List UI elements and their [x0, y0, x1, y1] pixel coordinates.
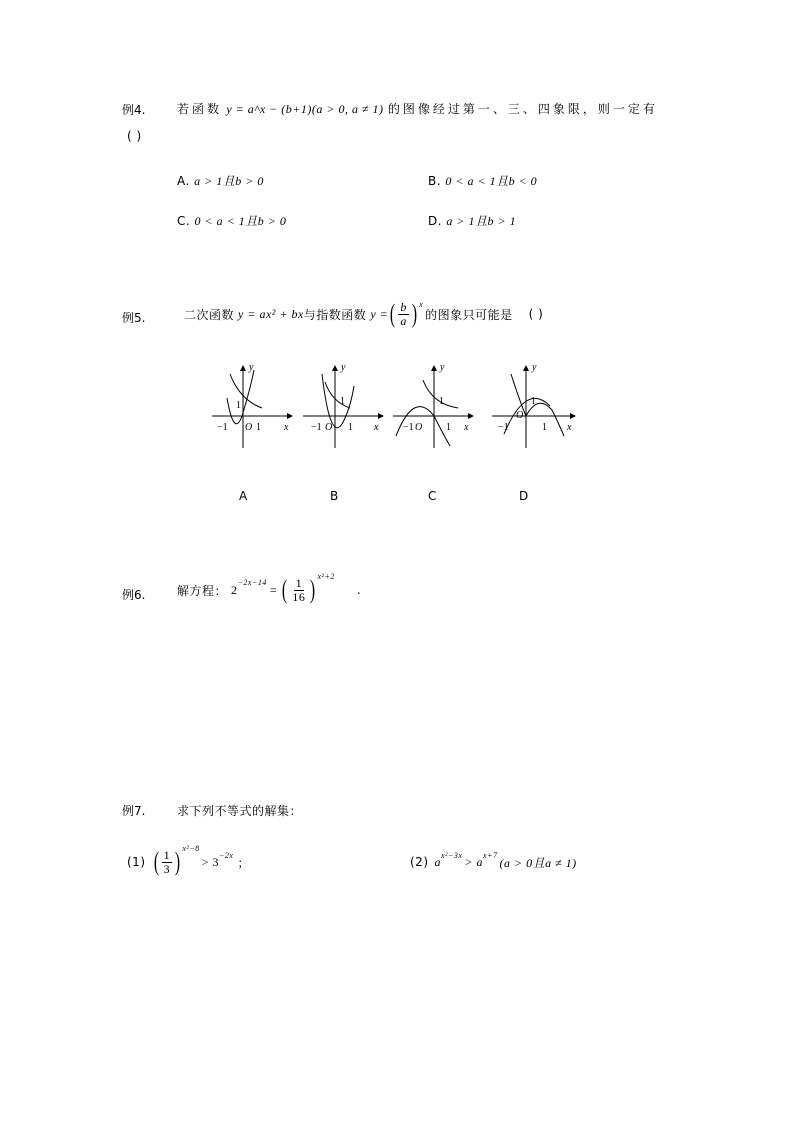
example-4-label: 例4.	[122, 103, 146, 117]
ex5-fraction	[398, 301, 409, 328]
svg-text:1: 1	[446, 422, 451, 433]
ex4-stem-pre: 若函数	[177, 102, 223, 116]
ex6-end: .	[356, 583, 362, 597]
svg-text:−1: −1	[498, 422, 509, 433]
svg-text:−1: −1	[403, 422, 414, 433]
ex4-answer-blank: ( )	[127, 129, 142, 143]
ex7-p1-exponent: x²−8	[182, 843, 200, 853]
svg-text:1: 1	[348, 422, 353, 433]
option-a-key: A.	[177, 174, 190, 188]
svg-text:1: 1	[236, 400, 241, 411]
svg-text:1: 1	[531, 396, 536, 407]
ex6-fraction	[290, 577, 307, 604]
ex5-answer-blank: ( )	[528, 307, 544, 321]
svg-text:1: 1	[542, 422, 547, 433]
ex7-part-1: (1) ( $\frac{1}{3}$ ) $^{x^2-8}$ > 3 $^{-2x}$ ；	[127, 843, 250, 876]
svg-text:y: y	[341, 362, 346, 373]
ex5-frac-num: b	[400, 299, 407, 314]
example-5-stem: 二次函数 y = ax² + bx 与指数函数 y = ( $\frac{b}{a}$ ) $^x$ 的图象只可能是 ( )	[184, 299, 544, 328]
ex7-p2-exponent-1: x²−3x	[441, 850, 463, 860]
svg-text:O: O	[516, 410, 524, 421]
option-c-text: 0 < a < 1且b > 0	[194, 214, 287, 228]
graph-label-d: D	[519, 489, 529, 503]
ex7-p2-exponent-2: x+7	[483, 850, 498, 860]
example-7-label: 例7.	[122, 804, 146, 818]
ex7-p1-fraction	[162, 849, 173, 876]
graph-b	[303, 362, 383, 448]
svg-text:O: O	[325, 422, 333, 433]
ex7-p1-rhs-exponent: −2x	[218, 850, 234, 860]
svg-text:O: O	[415, 422, 423, 433]
ex4-option-a	[177, 172, 264, 189]
option-a-text: a > 1且b > 0	[194, 174, 264, 188]
svg-text:O: O	[245, 422, 253, 433]
ex7-p1-frac-num: 1	[163, 847, 171, 862]
example-5-label: 例5.	[122, 311, 146, 325]
graph-a	[212, 362, 292, 448]
ex5-formula-exp-lhs: y =	[370, 306, 389, 321]
ex6-equals: =	[269, 582, 278, 597]
ex6-rhs-exponent: x²+2	[317, 571, 335, 581]
ex7-p1-frac-den: 3	[163, 861, 171, 876]
example-6-label: 例6.	[122, 588, 146, 602]
svg-text:1: 1	[256, 422, 261, 433]
ex7-p2-relation: > a	[464, 854, 484, 869]
ex6-frac-num: 1	[295, 575, 303, 590]
option-b-key: B.	[428, 174, 442, 188]
option-c-key: C.	[177, 214, 191, 228]
ex6-lhs-exponent: −2x−14	[237, 577, 267, 587]
ex5-formula-quadratic: y = ax² + bx	[238, 306, 304, 321]
ex7-p1-label: (1)	[127, 855, 146, 869]
example-6-stem: 解方程： 2 $^{-2x-14}$ = ( $\frac{1}{16}$ ) $^{x^2+2}$ .	[177, 571, 362, 604]
svg-text:y: y	[532, 362, 537, 373]
ex5-stem-mid: 与指数函数	[303, 307, 367, 322]
ex5-exponent: x	[419, 299, 424, 309]
ex7-p1-relation: > 3	[201, 854, 219, 869]
graph-d	[492, 362, 575, 448]
svg-text:y: y	[249, 362, 254, 373]
svg-text:1: 1	[340, 396, 345, 407]
svg-text:x: x	[464, 422, 469, 433]
option-d-text: a > 1且b > 1	[446, 214, 517, 228]
svg-text:1: 1	[439, 396, 444, 407]
svg-text:−1: −1	[311, 422, 322, 433]
svg-text:−1: −1	[217, 422, 228, 433]
ex6-lhs-base: 2	[231, 582, 238, 597]
ex4-option-d	[428, 212, 516, 229]
graph-label-b: B	[330, 489, 339, 503]
svg-text:x: x	[374, 422, 379, 433]
ex6-frac-den: 16	[292, 589, 306, 604]
ex7-p1-end: ；	[237, 855, 250, 870]
ex5-frac-den: a	[400, 313, 407, 328]
ex4-stem-post: 的图像经过第一、三、四象限，则一定有	[387, 102, 658, 116]
ex7-part-2	[410, 850, 577, 874]
ex4-option-b	[428, 172, 537, 189]
ex4-formula: y = a^x − (b+1)(a > 0, a ≠ 1)	[226, 102, 384, 116]
graph-label-c: C	[428, 489, 437, 503]
graph-label-a: A	[239, 489, 248, 503]
option-b-text: 0 < a < 1且b < 0	[445, 174, 538, 188]
svg-text:y: y	[440, 362, 445, 373]
ex7-p2-base: a	[434, 854, 441, 869]
ex7-p2-label: (2)	[410, 855, 429, 869]
ex4-option-c	[177, 212, 286, 229]
ex5-stem-post: 的图象只可能是	[425, 307, 513, 322]
example-4-stem	[177, 100, 658, 117]
graph-c	[393, 362, 473, 448]
ex5-stem-pre: 二次函数	[184, 307, 235, 322]
option-d-key: D.	[428, 214, 443, 228]
ex7-p2-condition: (a > 0且a ≠ 1)	[499, 855, 577, 870]
ex7-stem: 求下列不等式的解集：	[177, 804, 303, 818]
svg-text:x: x	[284, 422, 289, 433]
ex6-stem: 解方程：	[177, 583, 228, 598]
svg-text:x: x	[567, 422, 572, 433]
ex5-graphs	[200, 360, 600, 450]
